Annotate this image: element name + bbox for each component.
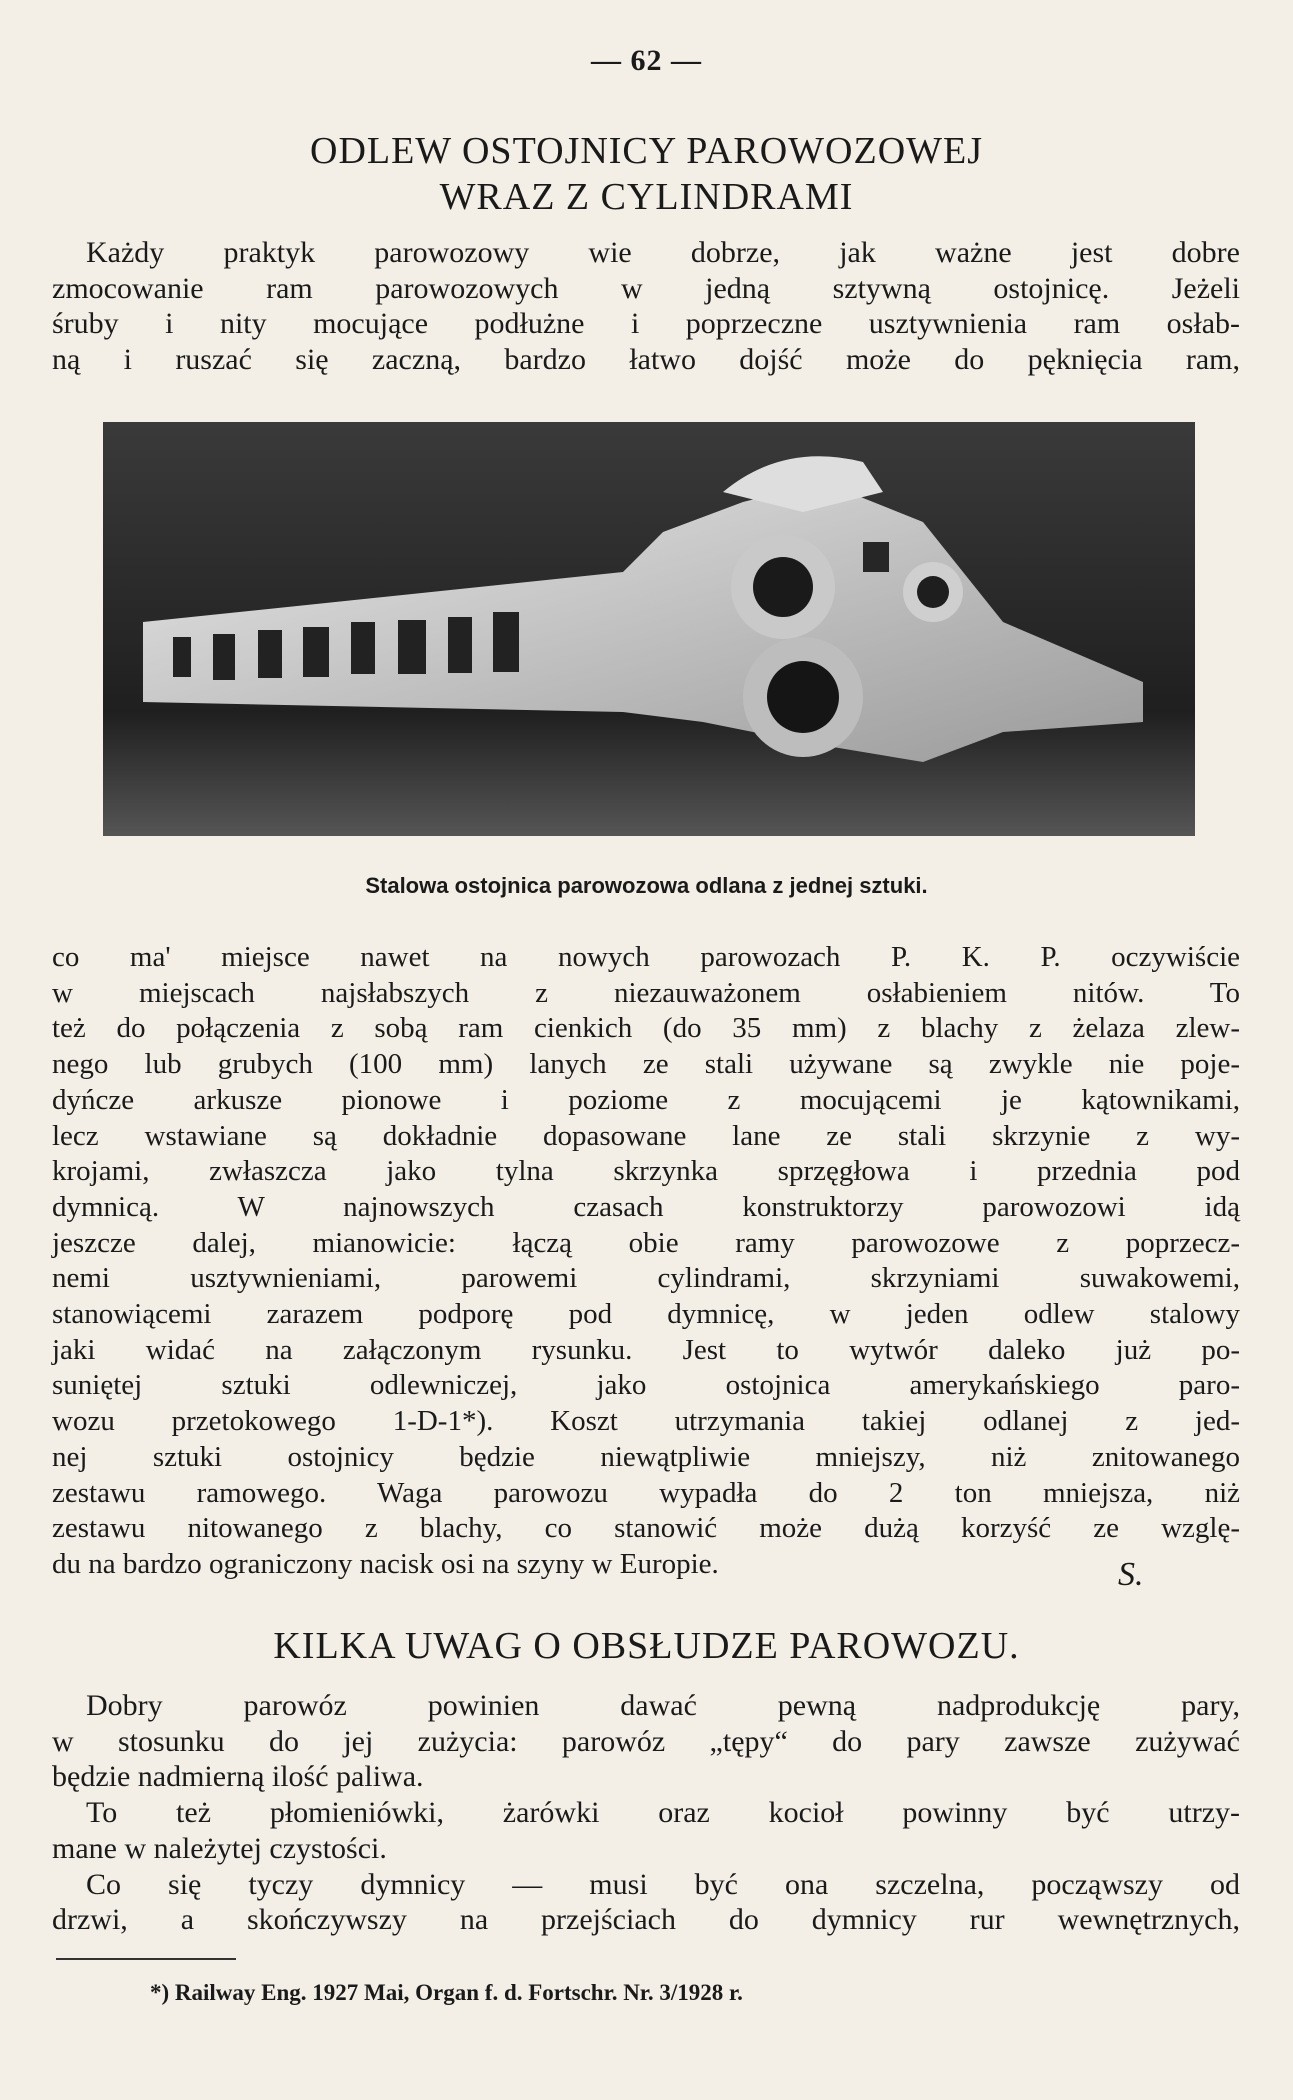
- text-line: w stosunku do jej zużycia: parowóz „tępy“ do pary zawsze zużywać: [52, 1724, 1240, 1758]
- text-line: lecz wstawiane są dokładnie dopasowane lane ze stali skrzynie z wy-: [52, 1119, 1240, 1152]
- text-line: du na bardzo ograniczony nacisk osi na szyny w Europie.: [52, 1547, 719, 1580]
- author-signature: S.: [1118, 1556, 1144, 1593]
- text-line: co ma' miejsce nawet na nowych parowozach P. K. P. oczywiście: [52, 941, 1240, 973]
- footnote-divider: [56, 1958, 236, 1960]
- text-line: nemi usztywnieniami, parowemi cylindrami, skrzyniami suwakowemi,: [52, 1262, 1240, 1295]
- text-line: mane w należytej czystości.: [52, 1831, 387, 1865]
- text-line: dyńcze arkusze pionowe i poziome z mocującemi je kątownikami,: [52, 1083, 1240, 1116]
- locomotive-frame-photo: [103, 422, 1195, 836]
- text-line: drzwi, a skończywszy na przejściach do dymnicy rur wewnętrznych,: [52, 1903, 1240, 1937]
- text-line: zmocowanie ram parowozowych w jedną sztywną ostojnicę. Jeżeli: [52, 271, 1240, 305]
- footnote: *) Railway Eng. 1927 Mai, Organ f. d. Fortschr. Nr. 3/1928 r.: [150, 1980, 743, 2005]
- body-paragraph: [52, 940, 1240, 1583]
- article-2-paragraph: [52, 1688, 1240, 1938]
- text-line: zestawu nitowanego z blachy, co stanowić może dużą korzyść ze wzglę-: [52, 1512, 1240, 1545]
- text-line: nego lub grubych (100 mm) lanych ze stali używane są zwykle nie poje-: [52, 1048, 1240, 1081]
- text-line: ną i ruszać się zaczną, bardzo łatwo dojść może do pęknięcia ram,: [52, 343, 1240, 377]
- text-line: też do połączenia z sobą ram cienkich (do 35 mm) z blachy z żelaza zlew-: [52, 1012, 1240, 1045]
- text-line: Co się tyczy dymnicy — musi być ona szczelna, począwszy od: [86, 1867, 1240, 1901]
- text-line: suniętej sztuki odlewniczej, jako ostojnica amerykańskiego paro-: [52, 1369, 1240, 1402]
- article-2-title: KILKA UWAG O OBSŁUDZE PAROWOZU.: [273, 1625, 1020, 1667]
- text-line: stanowiącemi zarazem podporę pod dymnicę, w jeden odlew stalowy: [52, 1298, 1240, 1331]
- article-title-line-1: ODLEW OSTOJNICY PAROWOZOWEJ: [310, 130, 983, 172]
- text-line: jaki widać na załączonym rysunku. Jest to wytwór daleko już po-: [52, 1333, 1240, 1366]
- page-number: — 62 —: [591, 44, 702, 77]
- text-line: zestawu ramowego. Waga parowozu wypadła do 2 ton mniejsza, niż: [52, 1476, 1240, 1509]
- text-line: To też płomieniówki, żarówki oraz kocioł powinny być utrzy-: [86, 1796, 1240, 1830]
- text-line: będzie nadmierną ilość paliwa.: [52, 1760, 424, 1794]
- text-line: jeszcze dalej, mianowicie: łączą obie ramy parowozowe z poprzecz-: [52, 1226, 1240, 1259]
- text-line: nej sztuki ostojnicy będzie niewątpliwie mniejszy, niż znitowanego: [52, 1440, 1240, 1473]
- intro-paragraph: [52, 235, 1240, 378]
- text-line: dymnicą. W najnowszych czasach konstruktorzy parowozowi idą: [52, 1190, 1240, 1223]
- article-title-line-2: WRAZ Z CYLINDRAMI: [439, 176, 854, 218]
- text-line: wozu przetokowego 1-D-1*). Koszt utrzymania takiej odlanej z jed-: [52, 1405, 1240, 1438]
- figure-caption: Stalowa ostojnica parowozowa odlana z jednej sztuki.: [365, 873, 928, 898]
- text-line: w miejscach najsłabszych z niezauważonem osłabieniem nitów. To: [52, 976, 1240, 1009]
- text-line: Dobry parowóz powinien dawać pewną nadprodukcję pary,: [86, 1689, 1240, 1722]
- text-line: krojami, zwłaszcza jako tylna skrzynka sprzęgłowa i przednia pod: [52, 1155, 1240, 1188]
- text-line: śruby i nity mocujące podłużne i poprzeczne usztywnienia ram osłab-: [52, 307, 1240, 341]
- text-line: Każdy praktyk parowozowy wie dobrze, jak ważne jest dobre: [86, 236, 1240, 269]
